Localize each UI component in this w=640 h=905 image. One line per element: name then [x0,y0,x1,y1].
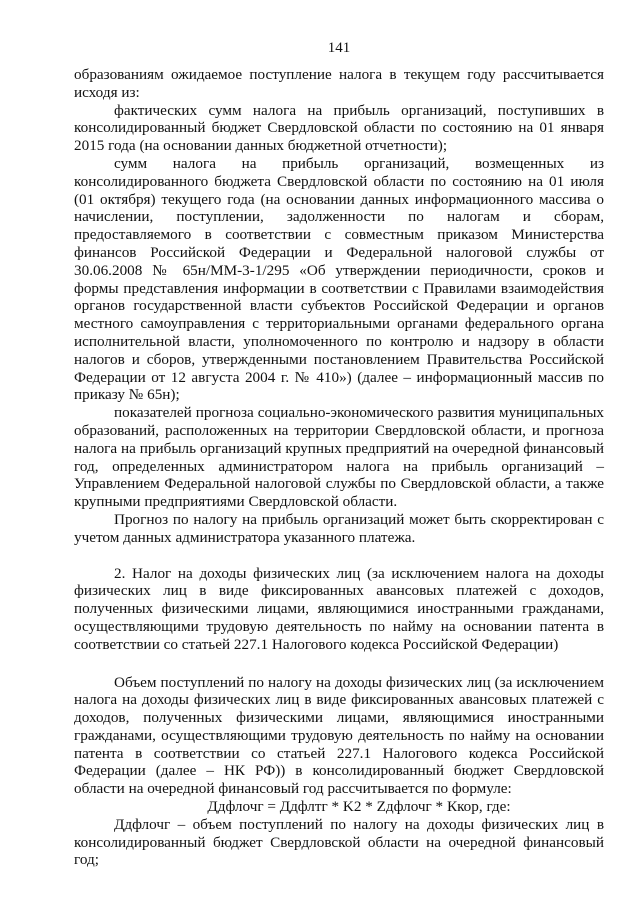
paragraph-revenue-volume: Объем поступлений по налогу на доходы физических лиц (за исключением налога на доходы физических лиц в виде фиксированных авансовых платежей с доходов, полученных физическими лицами, являющимися иностранными гражданами, осуществляющими трудовую деятельность по найму на основании патента в соответствии со статьей 227.1 Налогового кодекса Российской Федерации (далее – НК РФ)) в консолидированный бюджет Свердловской области на очередной финансовый год рассчитывается по формуле: [74,673,604,798]
page-number: 141 [327,40,351,56]
paragraph-actual-sums: фактических сумм налога на прибыль организаций, поступивших в консолидированный бюджет Свердловской области по состоянию на 01 января 2015 года (на основании данных бюджетной отчетности); [74,101,604,155]
paragraph-intro: образованиям ожидаемое поступление налога в текущем году рассчитывается исходя из: [74,66,604,101]
paragraph-formula-definition: Ддфлочг – объем поступлений по налогу на доходы физических лиц в консолидированный бюджет Свердловской области на очередной финансовый год; [74,815,604,869]
paragraph-forecast-adjustment: Прогноз по налогу на прибыль организаций может быть скорректирован с учетом данных администратора указанного платежа. [74,510,604,546]
paragraph-refunded-sums: сумм налога на прибыль организаций, возмещенных из консолидированного бюджета Свердловской области по состоянию на 01 июля (01 октября) текущего года (на основании данных информационного массива о начислении, поступлении, задолженности по налогам и сборам, предоставляемого в соответствии с совместным приказом Министерства финансов Российской Федерации и Федеральной налоговой службы от 30.06.2008 № 65н/ММ-3-1/295 «Об утверждении периодичности, сроков и формы представления информации в соответствии с Правилами взаимодействия органов государственной власти субъектов Российской Федерации и органов местного самоуправления с территориальными органами федерального органа исполнительной власти, уполномоченного по контролю и надзору в области налогов и сборов, утвержденными постановлением Правительства Российской Федерации от 12 августа 2004 г. № 410») (далее – информационный массив по приказу № 65н); [74,154,604,404]
formula: Ддфлочг = Ддфлтг * K2 * Zдфлочг * Ккор, где: [207,798,511,816]
section-heading-personal-income-tax: 2. Налог на доходы физических лиц (за исключением налога на доходы физических лиц в виде фиксированных авансовых платежей с доходов, полученных физическими лицами, являющимися иностранными гражданами, осуществляющими трудовую деятельность по найму на основании патента в соответствии со статьей 227.1 Налогового кодекса Российской Федерации) [74,564,604,653]
paragraph-forecast-indicators: показателей прогноза социально-экономического развития муниципальных образований, расположенных на территории Свердловской области, и прогноза налога на прибыль организаций крупных предприятий на очередной финансовый год, определенных администратором налога на прибыль организаций – Управлением Федеральной налоговой службы по Свердловской области, а также крупными предприятиями Свердловской области. [74,404,604,511]
